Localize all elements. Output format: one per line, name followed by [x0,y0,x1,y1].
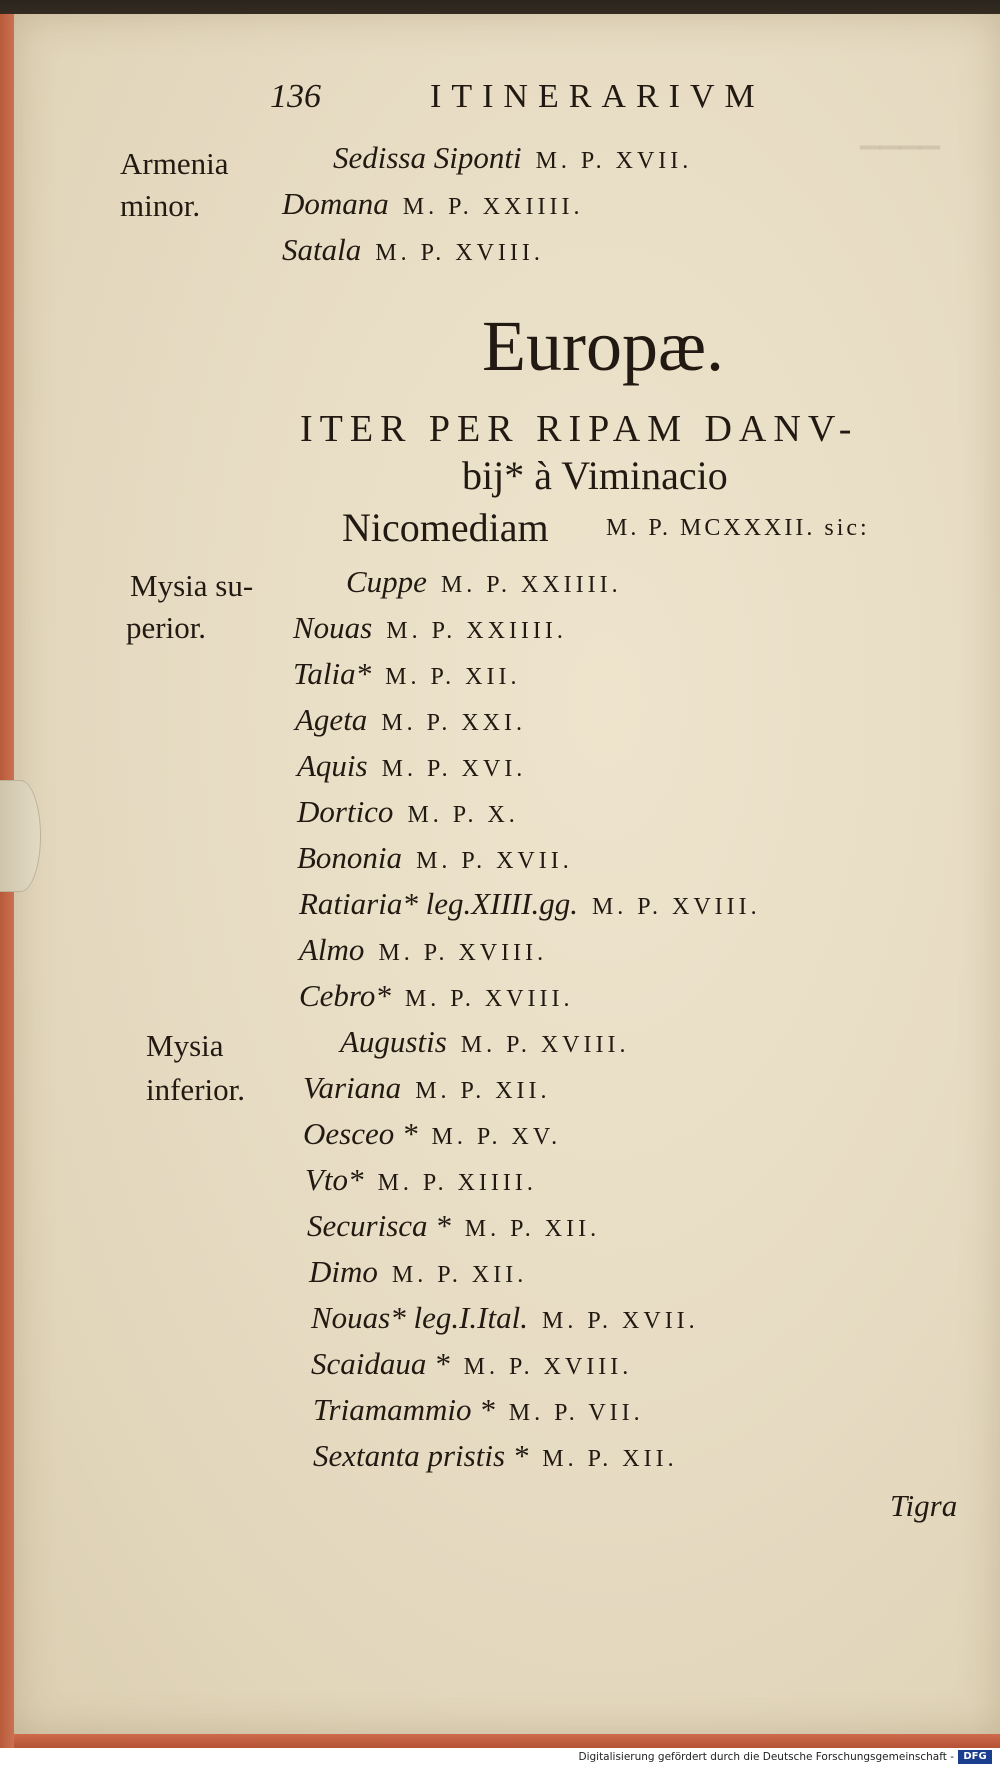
distance: M. P. XVIII. [404,986,574,1012]
place-name: Domana [282,186,389,221]
margin-note-mysia-inferior-2: inferior. [146,1072,245,1107]
list-item [293,658,520,689]
catchword [890,1490,957,1521]
distance: M. P. XVII. [535,148,693,174]
list-item [346,566,622,597]
list-item [282,234,544,265]
margin-note-armenia-2: minor. [120,188,201,223]
distance: M. P. XXIIII. [402,194,584,220]
place-name: Almo [299,932,365,967]
distance: M. P. XIIII. [377,1170,537,1196]
dfg-logo: DFG [958,1750,992,1764]
page-number: 136 [270,78,321,115]
place-name: Cuppe [346,564,427,599]
place-name: Nouas [293,610,373,645]
distance: M. P. XVIII. [378,940,548,966]
list-item [293,612,567,643]
place-name: Nouas* leg.I.Ital. [311,1300,528,1335]
distance: M. P. XVIII. [375,240,544,266]
running-head: ITINERARIVM [430,78,765,115]
place-name: Sextanta pristis * [313,1438,529,1473]
scanned-page: ▁▁▁▁ 136 ITINERARIVM Armenia minor. Sedissa Siponti M. P. XVII. Domana M. P. XXIIII. Satala M. P. XVIII. Europæ. ITER PER RIPAM DANV- bij* à Viminacio Nicomediam M. P. MCXXXII. sic: Mysia su- perior. Cuppe M. P. XXIIII. Nouas M. P. XXIIII. Talia* M. P. XII. Ageta M. P. XXI. Aquis M. P. XVI. Dortico M. P. X. Bononia M. P. XVII. Ratiaria* leg.XIIII.gg. M. P. XVIII. Almo M. P. XVIII. Cebro* M. P. XVIII. Mysia inferior. Augustis M. P. XVIII. Variana M. P. XII. Oesceo * M. P. XV. Vto* M. P. XIIII. Securisca * M. P. XII. Dimo M. P. XII. Nouas* leg.I.Ital. M. P. XVII. Scaidaua * M. P. XVIII. Triamammio * M. P. VII. Sextanta pristis * M. P. XII. Tigra Digitalisierung gefördert durch die Deutsche Forschungsgemeinschaft - DFG [0,0,1000,1767]
place-name: Cebro* [299,978,391,1013]
place-name: Triamammio * [313,1392,495,1427]
route-title-line-1: ITER PER RIPAM DANV- [300,408,859,450]
list-item [297,842,573,873]
list-item [297,750,526,781]
margin-note-mysia-superior-2: perior. [126,610,207,645]
list-item [295,704,526,735]
distance: M. P. XVII. [542,1308,699,1334]
margin-note-armenia-1: Armenia [120,146,229,181]
distance: M. P. XXIIII. [440,572,622,598]
distance: M. P. XII. [391,1262,528,1288]
place-name: Satala [282,232,362,267]
list-item [309,1256,527,1287]
place-name: Dortico [297,794,394,829]
paper-page [14,14,1000,1734]
list-item [305,1164,537,1195]
place-name: Dimo [309,1254,378,1289]
list-item [307,1210,600,1241]
distance: M. P. XVIII. [460,1032,630,1058]
list-item [282,188,583,219]
distance: M. P. X. [407,802,519,828]
distance: M. P. XVI. [381,756,527,782]
distance: M. P. XVII. [416,848,573,874]
place-name: Talia* [293,656,372,691]
distance: M. P. XV. [431,1124,562,1150]
list-item [299,934,547,965]
place-name: Securisca * [307,1208,451,1243]
list-item [303,1072,551,1103]
margin-note-mysia-inferior-1: Mysia [146,1028,224,1063]
section-heading: Europæ. [482,306,724,386]
list-item [299,980,574,1011]
distance: M. P. XVIII. [463,1354,633,1380]
place-name: Vto* [305,1162,364,1197]
page-tab [0,780,41,892]
place-name: Aquis [297,748,368,783]
list-item [313,1440,678,1471]
list-item [303,1118,561,1149]
distance: M. P. XII. [464,1216,601,1242]
margin-note-mysia-superior-1: Mysia su- [130,568,254,603]
distance: M. P. VII. [508,1400,644,1426]
distance: M. P. XXI. [381,710,526,736]
place-name: Ageta [295,702,368,737]
book-bottom-edge [14,1734,1000,1748]
distance: M. P. XII. [542,1446,678,1472]
list-item [297,796,519,827]
list-item [311,1348,632,1379]
place-name: Augustis [340,1024,447,1059]
distance: M. P. XII. [415,1078,551,1104]
place-name: Sedissa Siponti [333,140,522,175]
place-name: Scaidaua * [311,1346,450,1381]
place-name: Variana [303,1070,402,1105]
list-item [333,142,692,173]
distance: M. P. XVIII. [591,894,761,920]
digitization-credit: Digitalisierung gefördert durch die Deutsche Forschungsgemeinschaft - [578,1751,954,1763]
distance: M. P. XXIIII. [386,618,567,644]
list-item [313,1394,644,1425]
route-title-line-3: Nicomediam [342,505,549,550]
place-name: Ratiaria* leg.XIIII.gg. [299,886,578,921]
place-name: Oesceo * [303,1116,418,1151]
catchword-text: Tigra [890,1488,958,1523]
place-name: Bononia [297,840,403,875]
route-title-line-2: bij* à Viminacio [462,453,728,498]
route-total: M. P. MCXXXII. sic: [606,515,870,541]
list-item [340,1026,629,1057]
list-item [299,888,761,919]
distance: M. P. XII. [385,664,521,690]
list-item [311,1302,699,1333]
